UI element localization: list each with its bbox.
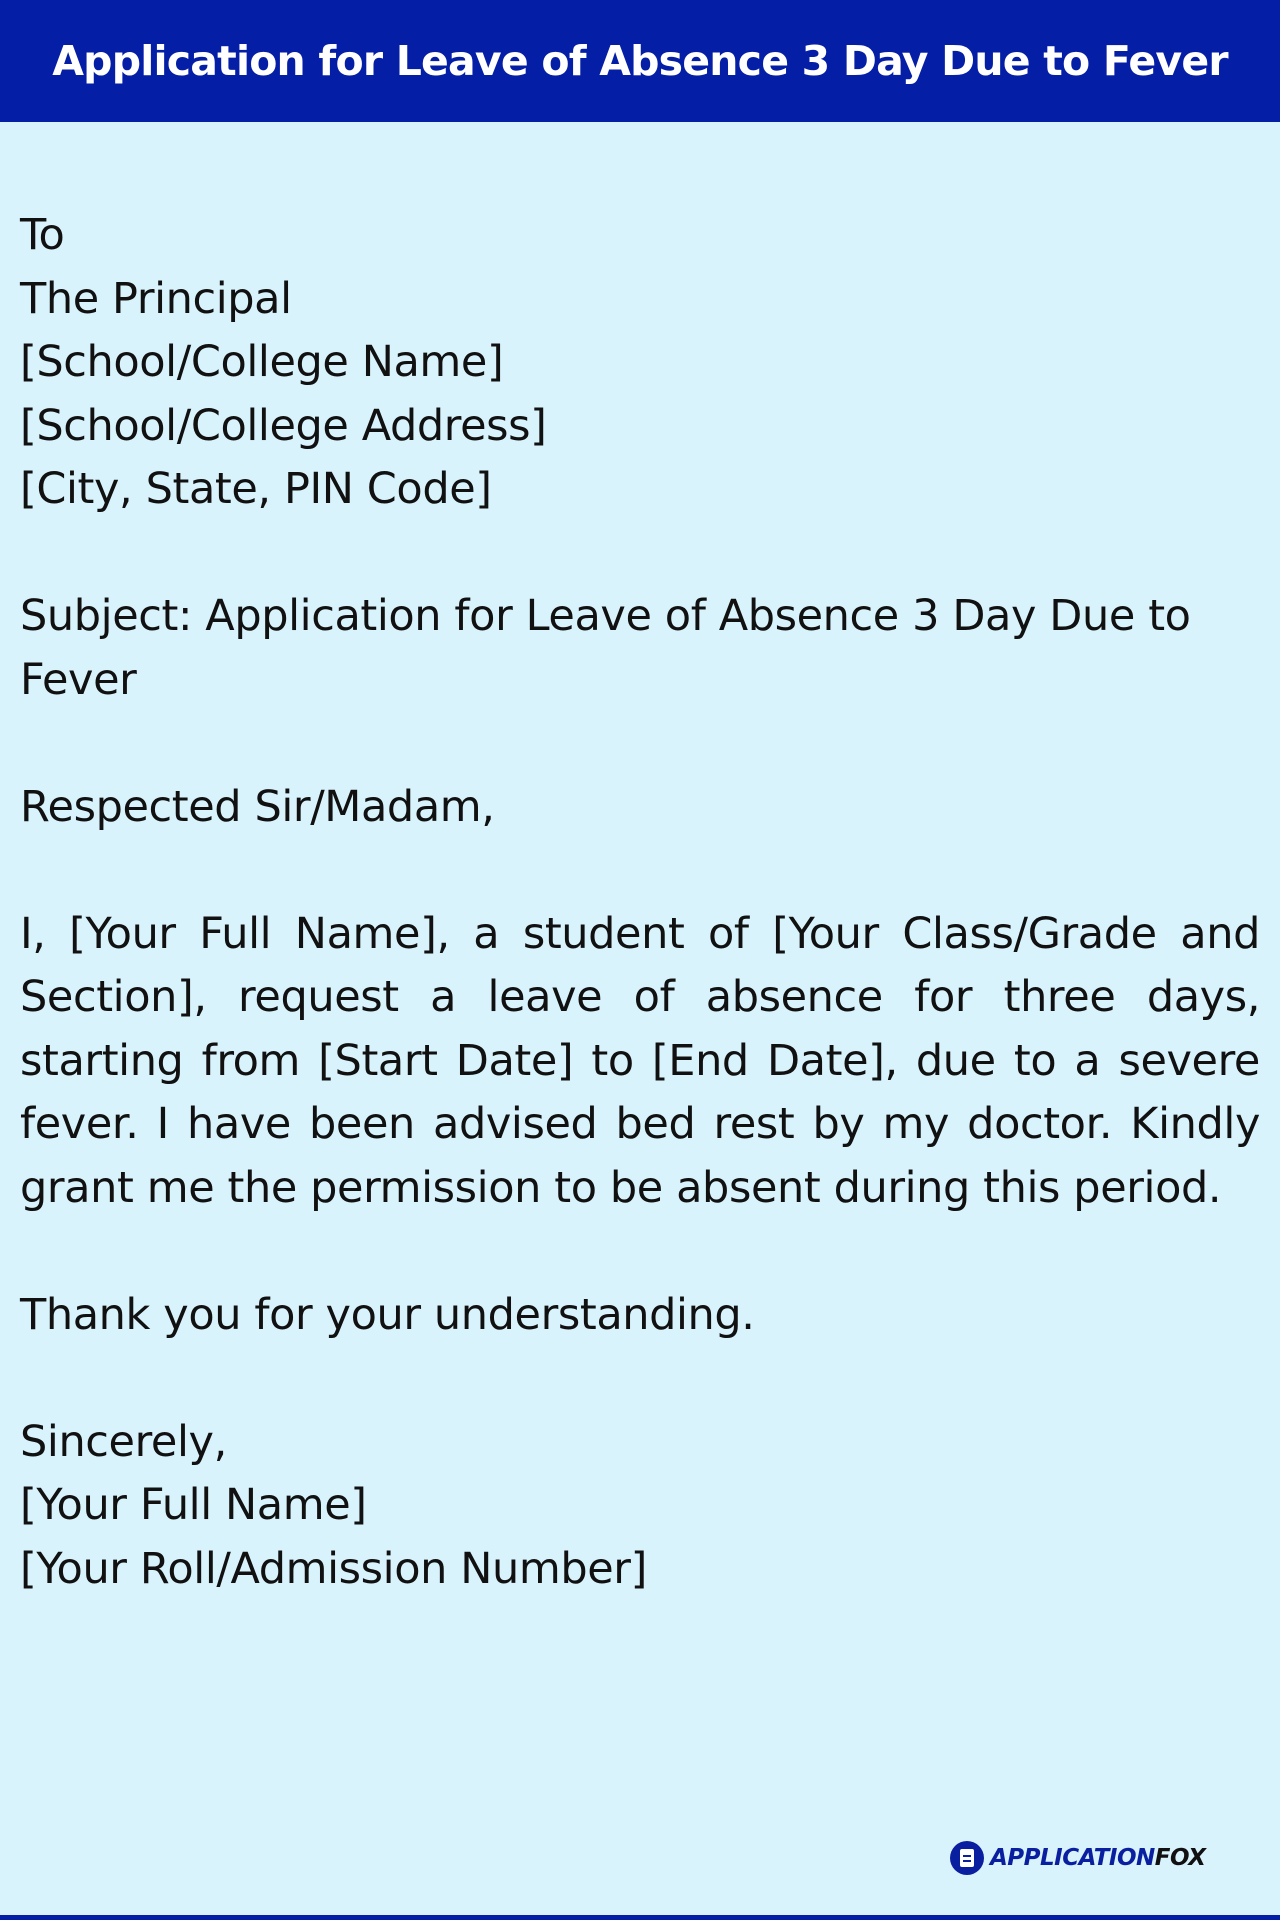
recipient-school-name: [School/College Name]: [20, 337, 504, 387]
letter-body: [20, 204, 1260, 1601]
page-title: Application for Leave of Absence 3 Day Due to Fever: [52, 37, 1228, 85]
signature-name: [Your Full Name]: [20, 1480, 367, 1530]
signature-roll-number: [Your Roll/Admission Number]: [20, 1543, 647, 1594]
brand-wordmark-part1: APPLICATION: [990, 1845, 1155, 1871]
recipient-school-address: [School/College Address]: [20, 400, 547, 451]
footer-bar: [0, 1915, 1280, 1920]
spacer: [20, 1220, 1260, 1284]
recipient-to: To: [20, 210, 65, 260]
brand-wordmark: [990, 1845, 1205, 1871]
spacer: [20, 522, 1260, 586]
brand-logo: [950, 1838, 1205, 1878]
brand-wordmark-part2: FOX: [1154, 1845, 1206, 1871]
recipient-title: The Principal: [20, 273, 292, 324]
thanks-line: Thank you for your understanding.: [20, 1289, 755, 1340]
recipient-city-state-pin: [City, State, PIN Code]: [20, 464, 492, 514]
closing: Sincerely,: [20, 1416, 227, 1467]
salutation: Respected Sir/Madam,: [20, 781, 495, 832]
body-paragraph: I, [Your Full Name], a student of [Your Class/Grade and Section], request a leave of absence for three days, starting from [Start Date] to [End Date], due to a severe fever. I have been advised bed rest by my doctor. Kindly grant me the permission to be absent during this period.: [20, 908, 1260, 1213]
document-icon: [950, 1841, 984, 1875]
subject-line-continued: Fever: [20, 654, 137, 705]
spacer: [20, 839, 1260, 903]
spacer: [20, 712, 1260, 776]
subject-line: Subject: Application for Leave of Absence 3 Day Due to: [20, 591, 1191, 641]
header-bar: [0, 0, 1280, 122]
spacer: [20, 1347, 1260, 1411]
